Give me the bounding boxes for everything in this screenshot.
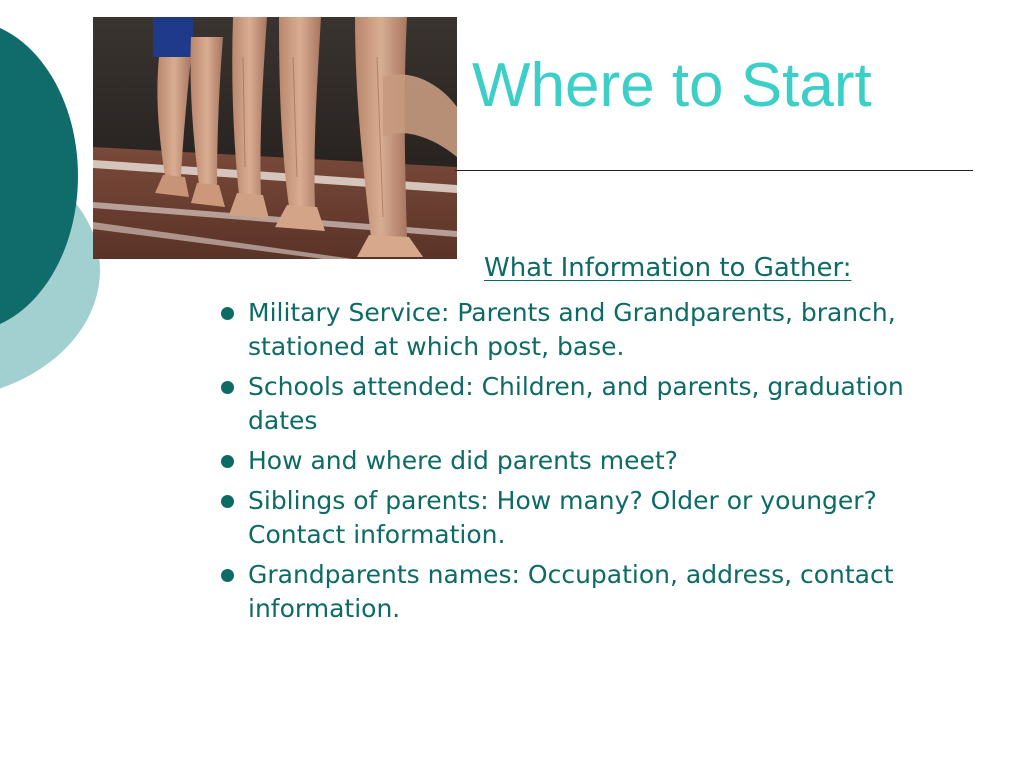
section-subheading: What Information to Gather:	[484, 253, 852, 283]
bullet-dot-icon	[221, 569, 234, 582]
bullet-text: How and where did parents meet?	[248, 446, 678, 475]
bullet-dot-icon	[221, 495, 234, 508]
bullet-item	[217, 370, 917, 438]
bullet-text: Siblings of parents: How many? Older or younger? Contact information.	[248, 486, 877, 549]
bullet-item	[217, 444, 917, 478]
bullet-dot-icon	[221, 455, 234, 468]
bullet-dot-icon	[221, 381, 234, 394]
bullet-text: Grandparents names: Occupation, address, contact information.	[248, 560, 894, 623]
bullet-text: Schools attended: Children, and parents, graduation dates	[248, 372, 904, 435]
title-divider	[455, 170, 973, 171]
bullet-list	[217, 296, 917, 632]
bullet-dot-icon	[221, 307, 234, 320]
bullet-item	[217, 558, 917, 626]
bullet-text: Military Service: Parents and Grandparents, branch, stationed at which post, base.	[248, 298, 896, 361]
runners-starting-line-photo	[93, 17, 457, 259]
bullet-item	[217, 484, 917, 552]
slide-title: Where to Start	[472, 51, 872, 120]
bullet-item	[217, 296, 917, 364]
